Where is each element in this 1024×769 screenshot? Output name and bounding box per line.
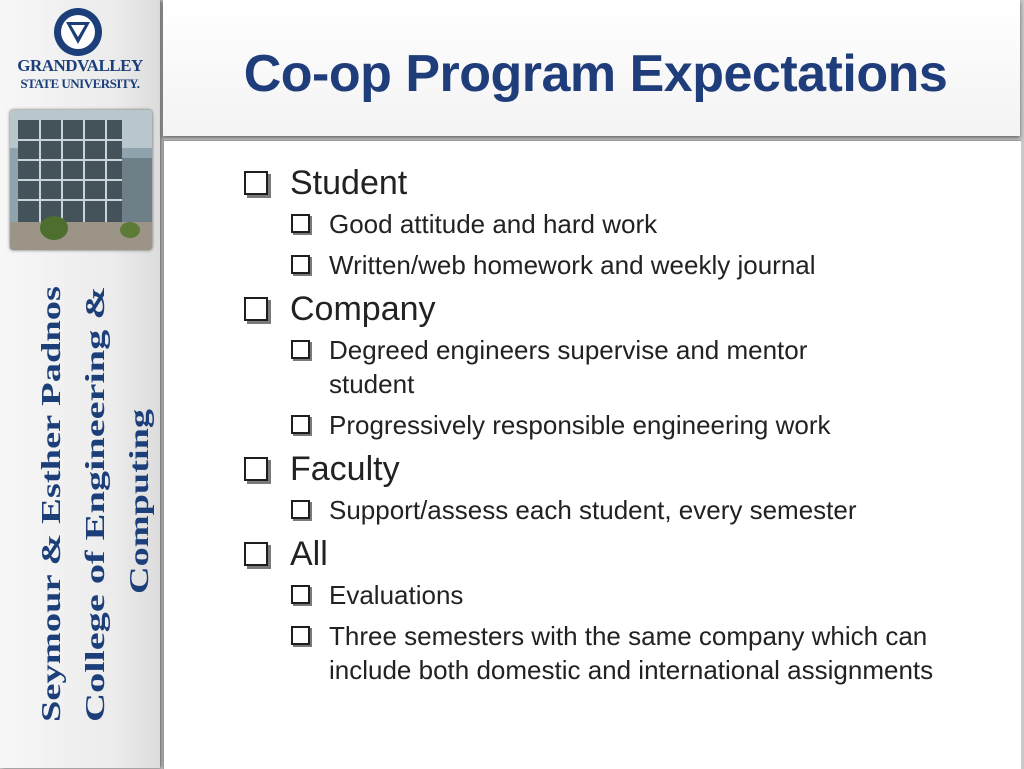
checkbox-bullet-icon: [291, 255, 310, 274]
gv-emblem-icon: [52, 6, 104, 58]
bullet-label: Faculty: [290, 450, 400, 488]
sub-bullet-text: Evaluations: [329, 580, 464, 610]
checkbox-bullet-icon: [244, 297, 268, 321]
bullet-all: [244, 534, 964, 574]
sub-bullet: [291, 248, 964, 282]
sub-bullet-text: Progressively responsible engineering work: [329, 410, 831, 440]
checkbox-bullet-icon: [291, 626, 310, 645]
sidebar: [0, 0, 160, 768]
checkbox-bullet-icon: [244, 457, 268, 481]
college-name-line3: Computing: [124, 463, 154, 594]
bullet-list: [244, 163, 964, 694]
content-panel: [163, 140, 1021, 769]
sub-bullet-text: Degreed engineers supervise and mentor student: [329, 335, 808, 399]
college-name-line2: College of Engineering &: [80, 430, 110, 722]
checkbox-bullet-icon: [291, 214, 310, 233]
sub-bullet-text: Three semesters with the same company which can include both domestic and international assignments: [329, 621, 934, 685]
bullet-label: Student: [290, 164, 408, 202]
building-photo: [10, 110, 152, 250]
bullet-label: All: [290, 535, 328, 573]
checkbox-bullet-icon: [244, 542, 268, 566]
sub-bullet: [291, 408, 964, 442]
checkbox-bullet-icon: [291, 585, 310, 604]
sub-bullet: [291, 578, 964, 612]
university-logo: [0, 0, 160, 100]
logo-wordmark-line1: GRANDVALLEY: [17, 56, 143, 75]
bullet-label: Company: [290, 290, 436, 328]
sub-bullet: [291, 493, 964, 527]
sub-bullet: [291, 333, 964, 401]
title-panel: [163, 0, 1020, 136]
bullet-faculty: [244, 449, 964, 489]
bullet-student: [244, 163, 964, 203]
sub-bullet-text: Good attitude and hard work: [329, 209, 658, 239]
college-name-line1: Seymour & Esther Padnos: [36, 416, 66, 722]
sub-bullet-text: Support/assess each student, every semester: [329, 495, 857, 525]
sub-bullet-text: Written/web homework and weekly journal: [329, 250, 816, 280]
checkbox-bullet-icon: [291, 415, 310, 434]
sub-bullet: [291, 207, 964, 241]
checkbox-bullet-icon: [291, 340, 310, 359]
logo-wordmark-line2: STATE UNIVERSITY.: [20, 76, 140, 91]
checkbox-bullet-icon: [244, 171, 268, 195]
sub-bullet: [291, 619, 964, 687]
checkbox-bullet-icon: [291, 500, 310, 519]
bullet-company: [244, 289, 964, 329]
slide-title: Co-op Program Expectations: [243, 45, 948, 103]
college-name: [22, 278, 162, 728]
